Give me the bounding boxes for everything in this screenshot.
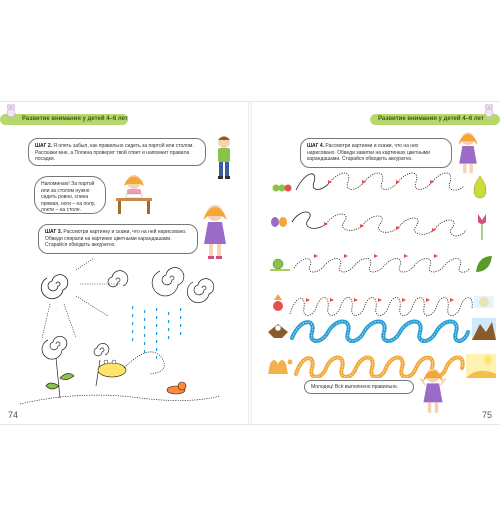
- curl-row-1: [273, 173, 487, 198]
- praise-text: Молодец! Всё выполнено правильно.: [311, 384, 399, 390]
- caterpillar-icon: [273, 185, 292, 192]
- reminder-text: Напоминаю! За партой или за столом нужно сидеть ровно, спина прямая, ноги – на полу, локти – на столе.: [41, 181, 96, 213]
- ground-line: [20, 395, 220, 404]
- leaf-icon: [476, 256, 492, 272]
- cloud-spirals: [108, 268, 214, 303]
- eagle-icon: [268, 324, 288, 338]
- right-page-number: 75: [481, 410, 492, 420]
- left-page-number: 74: [8, 410, 19, 420]
- chick-icon: [474, 296, 494, 308]
- boy-illustration: [212, 134, 236, 182]
- mountains-icon: [472, 318, 496, 340]
- curl-row-3: [270, 254, 492, 272]
- rain-drops: [132, 306, 181, 359]
- curl-row-4: [273, 294, 494, 316]
- butterfly-icon: [271, 217, 287, 227]
- curl-row-5: [268, 318, 496, 341]
- blue-curl: [292, 322, 468, 342]
- step4-text: Рассмотри картинки и скажи, что на них нарисовано. Обведи завитки на картинках цветными карандашами. Старайся обводить аккуратно.: [307, 143, 430, 162]
- left-header-bar: [0, 114, 128, 125]
- reminder-bubble: [34, 176, 106, 214]
- step4-label: ШАГ 4.: [307, 143, 325, 149]
- step2-label: ШАГ 2.: [35, 143, 53, 149]
- bunny-icon: [482, 104, 496, 118]
- right-header-bar: [370, 114, 500, 125]
- step3-text: Рассмотри картинку и скажи, что на ней нарисовано. Обведи спирали на картинке цветными карандашами. Старайся обводить аккуратно.: [45, 229, 187, 248]
- desert-icon: [466, 354, 496, 378]
- small-snail-illustration: [167, 382, 186, 394]
- camel-icon: [268, 360, 293, 375]
- snail-icon: [270, 259, 290, 270]
- girl-cheering-illustration: [420, 366, 446, 418]
- girl-at-desk-illustration: [110, 172, 158, 216]
- praise-bubble: [304, 380, 414, 394]
- step2-text: Я опять забыл, как правильно сидеть за партой или столом. Расскажи мне, а Полина проверит твой ответ и напомнит правила посадки.: [35, 143, 194, 162]
- bunny-icon: [4, 104, 18, 118]
- left-header-title: Развитие внимания у детей 4–6 лет: [22, 116, 128, 122]
- snail-illustration: [98, 352, 164, 377]
- left-page: [0, 102, 250, 424]
- step3-label: ШАГ 3.: [45, 229, 63, 235]
- curl-row-2: [271, 212, 486, 240]
- rooster-icon: [273, 294, 283, 311]
- right-page: [250, 102, 500, 424]
- arrow-icons: [328, 180, 434, 184]
- right-header-title: Развитие внимания у детей 4–6 лет: [378, 116, 484, 122]
- pear-icon: [474, 176, 486, 198]
- step3-bubble: [38, 224, 198, 254]
- step4-bubble: [300, 138, 452, 168]
- curl-rows-picture: [266, 168, 496, 378]
- sun-spiral: [41, 258, 120, 338]
- step2-bubble: [28, 138, 206, 166]
- girl-standing-illustration: [200, 202, 230, 262]
- step3-spiral-picture: [20, 258, 230, 408]
- book-spread: [0, 102, 500, 424]
- curl-row-6: [268, 354, 496, 378]
- arrow-icons: [314, 254, 438, 258]
- tulip-icon: [478, 214, 486, 240]
